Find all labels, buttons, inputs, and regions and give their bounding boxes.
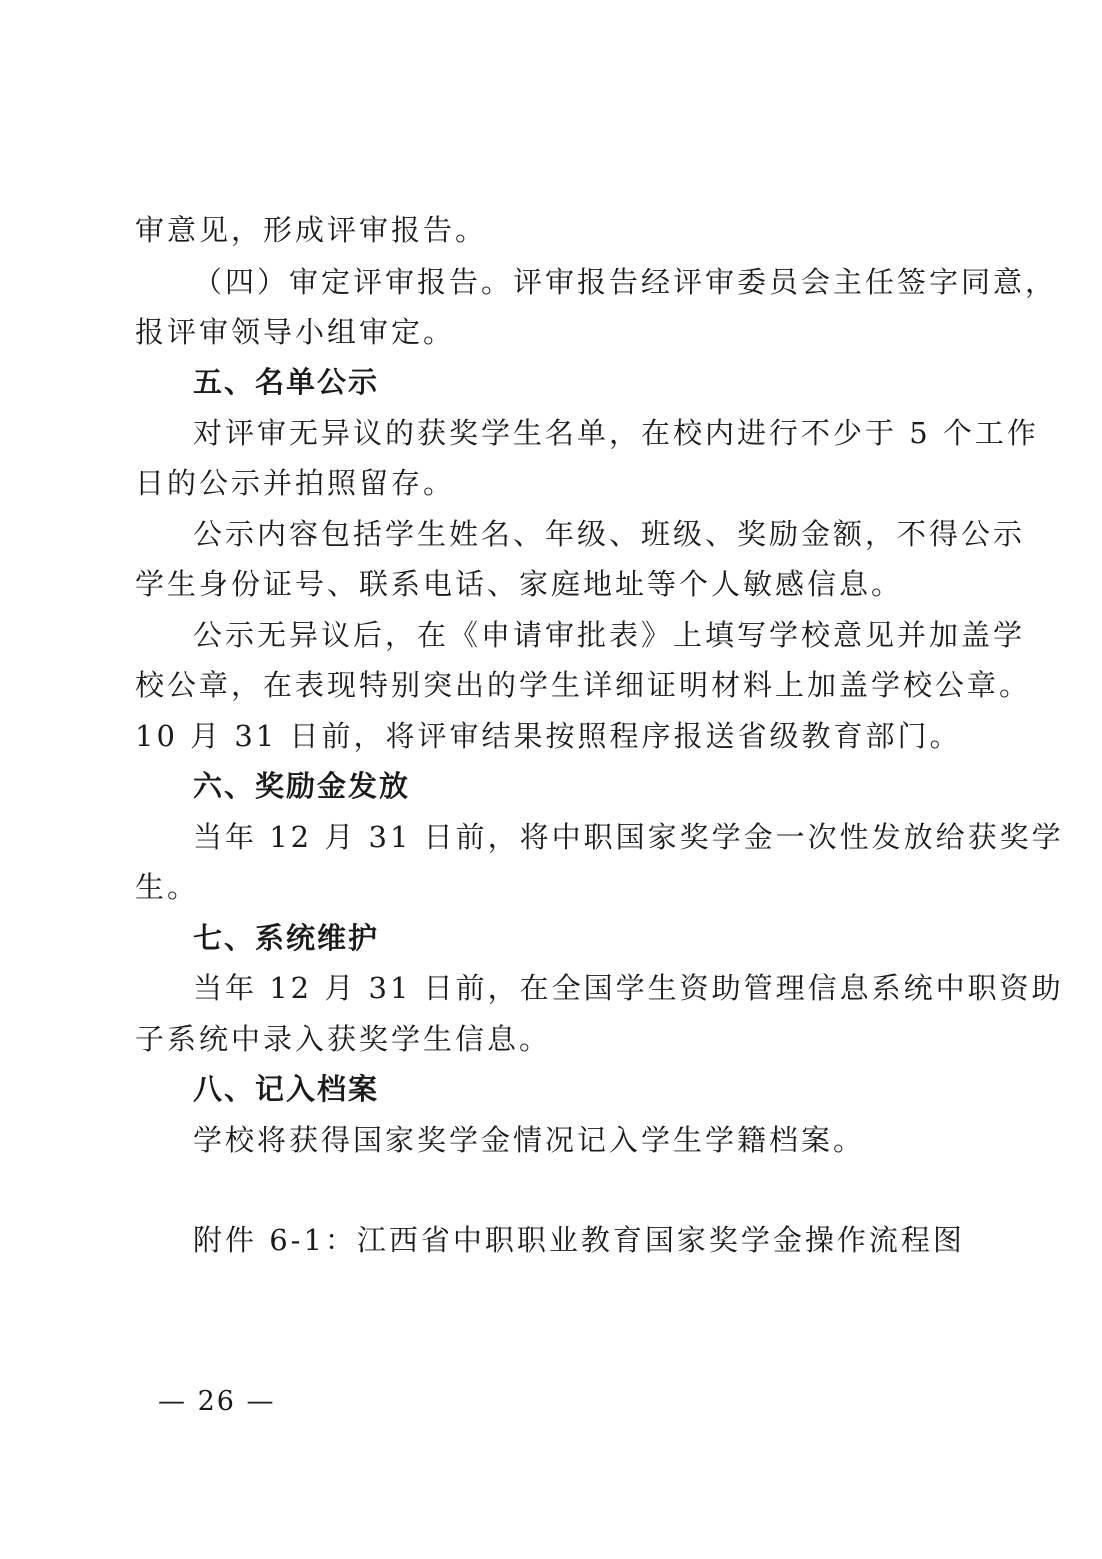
text-line: 子系统中录入获奖学生信息。 [135, 1022, 552, 1056]
section-heading: 八、记入档案 [193, 1072, 380, 1106]
text-line: 校公章，在表现特别突出的学生详细证明材料上加盖学校公章。 [135, 668, 1032, 702]
text-line: 公示内容包括学生姓名、年级、班级、奖励金额，不得公示 [193, 517, 1026, 551]
section-heading: 六、奖励金发放 [193, 769, 411, 803]
attachment-line: 附件 6-1：江西省中职职业教育国家奖学金操作流程图 [193, 1223, 965, 1257]
text-line: 日的公示并拍照留存。 [135, 466, 456, 500]
text-line: 审意见，形成评审报告。 [135, 213, 488, 247]
text-line: 学校将获得国家奖学金情况记入学生学籍档案。 [193, 1123, 866, 1157]
page-number: — 26 — [158, 1386, 276, 1417]
text-line: 当年 12 月 31 日前，将中职国家奖学金一次性发放给获奖学 [193, 820, 1064, 854]
text-line: 报评审领导小组审定。 [135, 315, 456, 349]
text-line: 10 月 31 日前，将评审结果按照程序报送省级教育部门。 [135, 719, 962, 753]
text-line: 学生身份证号、联系电话、家庭地址等个人敏感信息。 [135, 567, 904, 601]
text-line: （四）审定评审报告。评审报告经评审委员会主任签字同意， [193, 265, 1058, 299]
text-line: 公示无异议后，在《申请审批表》上填写学校意见并加盖学 [193, 618, 1026, 652]
section-heading: 五、名单公示 [193, 365, 380, 399]
text-line: 生。 [135, 870, 200, 904]
text-line: 对评审无异议的获奖学生名单，在校内进行不少于 5 个工作 [193, 416, 1039, 450]
text-line: 当年 12 月 31 日前，在全国学生资助管理信息系统中职资助 [193, 971, 1064, 1005]
section-heading: 七、系统维护 [193, 921, 380, 955]
